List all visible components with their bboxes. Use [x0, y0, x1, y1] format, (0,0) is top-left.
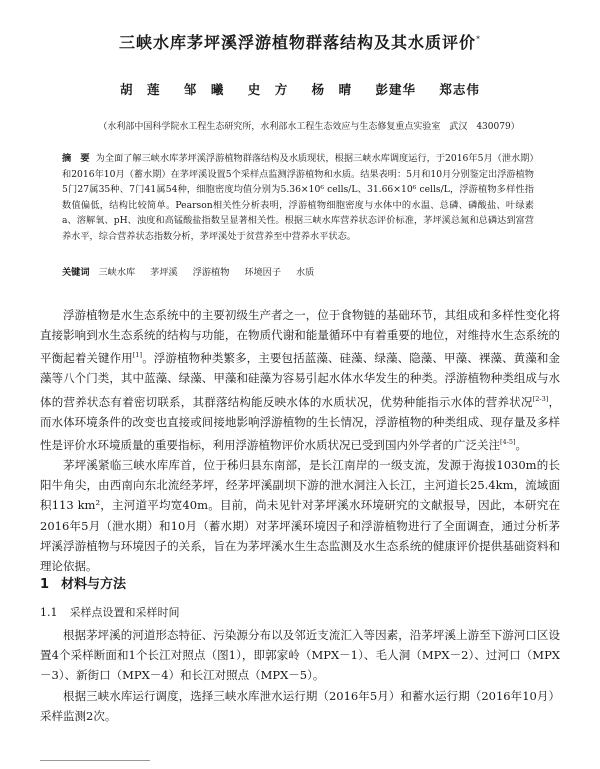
- section-title: 材料与方法: [61, 577, 127, 592]
- citation: [1]: [132, 351, 143, 360]
- subsection-title: 采样点设置和采样时间: [69, 606, 180, 619]
- author: 邹 曦: [183, 82, 225, 97]
- keyword: 浮游植物: [192, 267, 230, 278]
- intro-paragraph-2: 茅坪溪紧临三峡水库库首，位于秭归县东南部，是长江南岸的一级支流，发源于海拔1030m的长阳牛角尖，由西南向东北流经茅坪，经茅坪溪副坝下游的泄水洞注入长江，主河道长25.4km，流域面积113 km²，主河道平均宽40m。目前，尚未见针对茅坪溪水环境研究的文献报导，因此，本研究在2016年5月（泄水期）和10月（蓄水期）对茅坪溪环境因子和浮游植物进行了全面调查，通过分析茅坪溪浮游植物与环境因子的关系，旨在为茅坪溪水生生态监测及水生态系统的健康评价提供基础资料和理论依据。: [40, 457, 560, 573]
- paper-title-text: 三峡水库茅坪溪浮游植物群落结构及其水质评价: [118, 33, 476, 52]
- section-number: 1: [40, 577, 50, 592]
- intro-text: 浮游植物是水生态系统中的主要初级生产者之一，位于食物链的基础环节，其组成和多样性变化将直接影响到水生态系统的结构与功能，在物质代谢和能量循环中有着重要的地位，对维持水生态系统的平衡起着关键作用: [40, 308, 560, 366]
- author: 胡 莲: [120, 82, 161, 97]
- footnote-divider: [40, 760, 150, 761]
- affiliation: （水利部中国科学院水工程生态研究所，水利部水工程生态效应与生态修复重点实验室 武汉 430079）: [98, 122, 520, 132]
- abstract: [62, 151, 534, 244]
- intro-text: 。: [515, 437, 528, 452]
- intro-paragraph-1: [40, 305, 560, 455]
- title-footnote-mark: *: [476, 34, 481, 44]
- methods-paragraph-2: 根据三峡水库运行调度，选择三峡水库泄水运行期（2016年5月）和蓄水运行期（2016年10月）采样监测2次。: [40, 688, 560, 723]
- keyword: 水质: [295, 267, 315, 278]
- author-list: [0, 80, 600, 98]
- intro-text: ，而水体环境条件的改变也直接或间接地影响浮游植物的生长情况，浮游植物的种类组成、现存量及多样性是评价水环境质量的重要指标，利用浮游植物评价水质状况已受到国内外学者的广泛关注: [40, 394, 560, 452]
- methods-body: [40, 625, 560, 726]
- intro-text: 。浮游植物种类繁多，主要包括蓝藻、硅藻、绿藻、隐藻、甲藻、裸藻、黄藻和金藻等八个门类，其中蓝藻、绿藻、甲藻和硅藻为容易引起水体水华发生的种类。浮游植物种类组成与水体的营养状态有着密切联系，其群落结构能反映水体的水质状况，优势种能指示水体的营养状况: [40, 351, 561, 409]
- author: 史 方: [247, 82, 289, 97]
- author: 杨 晴: [311, 82, 353, 97]
- citation: [4-5]: [500, 437, 516, 446]
- author: 郑志伟: [439, 82, 480, 97]
- citation: [2-3]: [532, 394, 549, 403]
- abstract-label: 摘 要: [62, 153, 90, 164]
- abstract-text: 为全面了解三峡水库茅坪溪浮游植物群落结构及水质现状，根据三峡水库调度运行，于2016年5月（泄水期）和2016年10月（蓄水期）在茅坪溪设置5个采样点监测浮游植物和水质。结果表明：5月和10月分别鉴定出浮游植物5门27属35种、7门41属54种，细胞密度均值分别为5.36×10⁶ cells/L、31.66×10⁶ cells/L，浮游植物多样性指数值偏低，结构比较简单。Pearson相关性分析表明，浮游植物细胞密度与水体中的水温、总磷、磷酸盐、叶绿素a、溶解氧、pH、浊度和高锰酸盐指数呈显著相关性。根据三峡水库营养状态评价标准，茅坪溪总氮和总磷达到富营养水平，综合营养状态指数分析，茅坪溪处于贫营养至中营养水平状态。: [62, 153, 535, 242]
- methods-paragraph-1: 根据茅坪溪的河道形态特征、污染源分布以及邻近支流汇入等因素，沿茅坪溪上游至下游河口区设置4个采样断面和1个长江对照点（图1），即郭家岭（MPX－1）、毛人洞（MPX－2）、过河口（MPX－3）、新街口（MPX－4）和长江对照点（MPX－5）。: [40, 628, 560, 683]
- section-heading-1: [40, 573, 126, 592]
- keyword: 茅坪溪: [150, 267, 178, 278]
- paper-title: [0, 30, 600, 53]
- keywords: [62, 264, 534, 278]
- author: 彭建华: [375, 82, 417, 97]
- keyword: 环境因子: [244, 267, 282, 278]
- subsection-number: 1.1: [40, 606, 58, 619]
- keywords-label: 关键词: [62, 267, 90, 278]
- introduction: [40, 305, 560, 576]
- keyword: 三峡水库: [98, 267, 136, 278]
- subsection-heading-1-1: [40, 604, 180, 620]
